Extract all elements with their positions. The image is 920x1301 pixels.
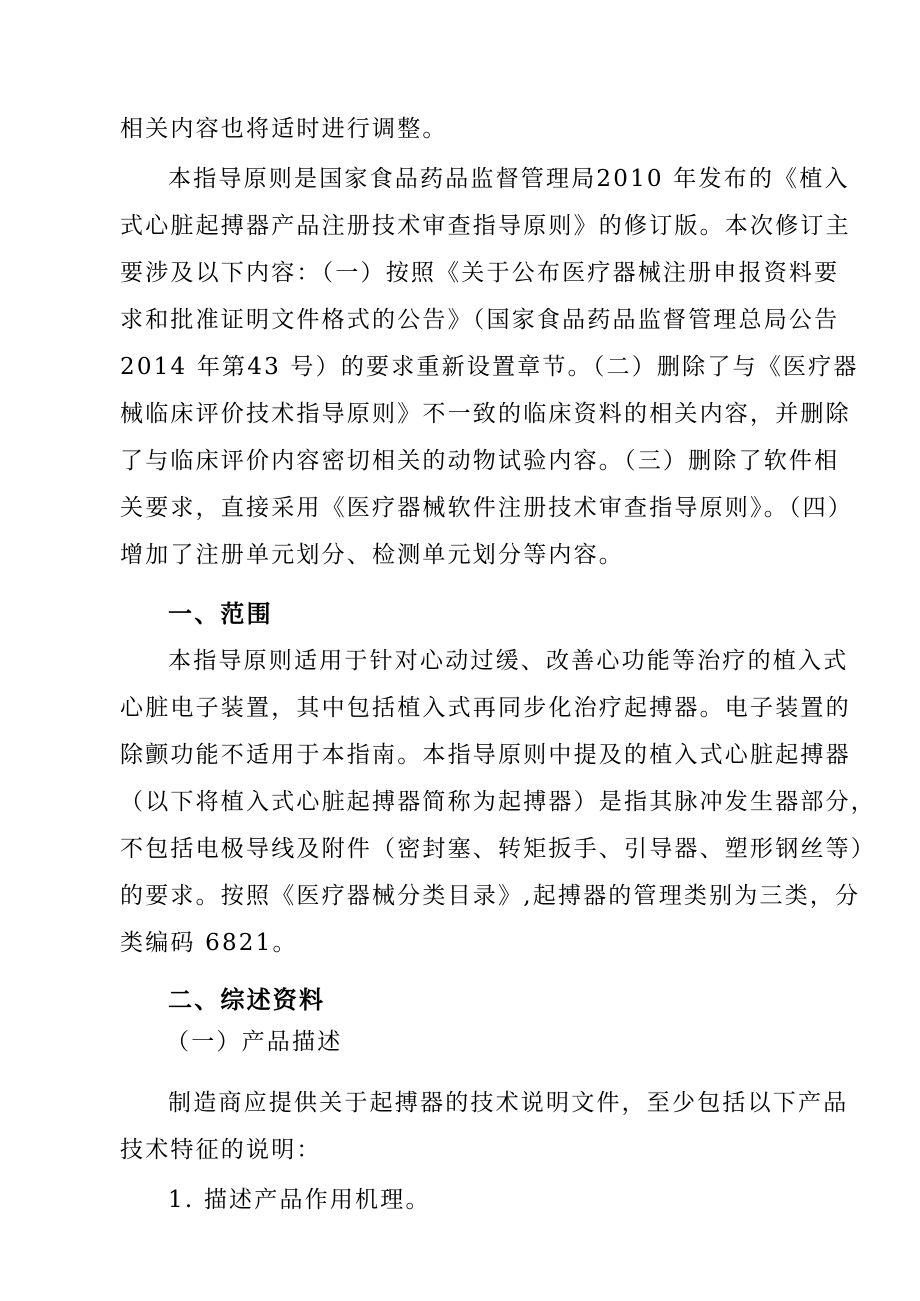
revision-paragraph-line: 2014 年第43 号）的要求重新设置章节。（二）删除了与《医疗器 [120, 354, 859, 380]
revision-paragraph-line: 本指导原则是国家食品药品监督管理局2010 年发布的《植入 [168, 166, 850, 192]
revision-paragraph-line: 关要求，直接采用《医疗器械软件注册技术审查指导原则》。（四） [120, 495, 853, 521]
revision-paragraph-line: 增加了注册单元划分、检测单元划分等内容。 [120, 542, 624, 568]
revision-paragraph-line: 求和批准证明文件格式的公告》（国家食品药品监督管理总局公告 [120, 307, 840, 333]
scope-paragraph-line: 本指导原则适用于针对心动过缓、改善心功能等治疗的植入式 [168, 648, 849, 674]
intro-tail-line: 相关内容也将适时进行调整。 [120, 116, 448, 142]
scope-paragraph-line: 除颤功能不适用于本指南。本指导原则中提及的植入式心脏起搏器 [120, 742, 851, 768]
scope-paragraph-line: 心脏电子装置，其中包括植入式再同步化治疗起搏器。电子装置的 [120, 695, 851, 721]
section-heading-overview: 二、综述资料 [168, 986, 326, 1014]
scope-paragraph-line: 不包括电极导线及附件（密封塞、转矩扳手、引导器、塑形钢丝等） [120, 836, 876, 862]
description-paragraph-line: 制造商应提供关于起搏器的技术说明文件，至少包括以下产品 [168, 1090, 849, 1116]
revision-paragraph-line: 械临床评价技术指导原则》不一致的临床资料的相关内容，并删除 [120, 401, 851, 427]
scope-paragraph-line: 类编码 6821。 [120, 930, 298, 956]
scope-paragraph-line: （以下将植入式心脏起搏器简称为起搏器）是指其脉冲发生器部分， [120, 789, 876, 815]
scope-paragraph-line: 的要求。按照《医疗器械分类目录》,起搏器的管理类别为三类，分 [120, 883, 861, 909]
list-item: 1. 描述产品作用机理。 [168, 1187, 431, 1213]
section-heading-scope: 一、范围 [168, 600, 273, 628]
revision-paragraph-line: 了与临床评价内容密切相关的动物试验内容。（三）删除了软件相 [120, 448, 840, 474]
revision-paragraph-line: 要涉及以下内容：（一）按照《关于公布医疗器械注册申报资料要 [120, 260, 840, 286]
revision-paragraph-line: 式心脏起搏器产品注册技术审查指导原则》的修订版。本次修订主 [120, 213, 851, 239]
description-paragraph-line: 技术特征的说明： [120, 1137, 322, 1163]
subsection-heading-product-description: （一）产品描述 [166, 1029, 343, 1055]
